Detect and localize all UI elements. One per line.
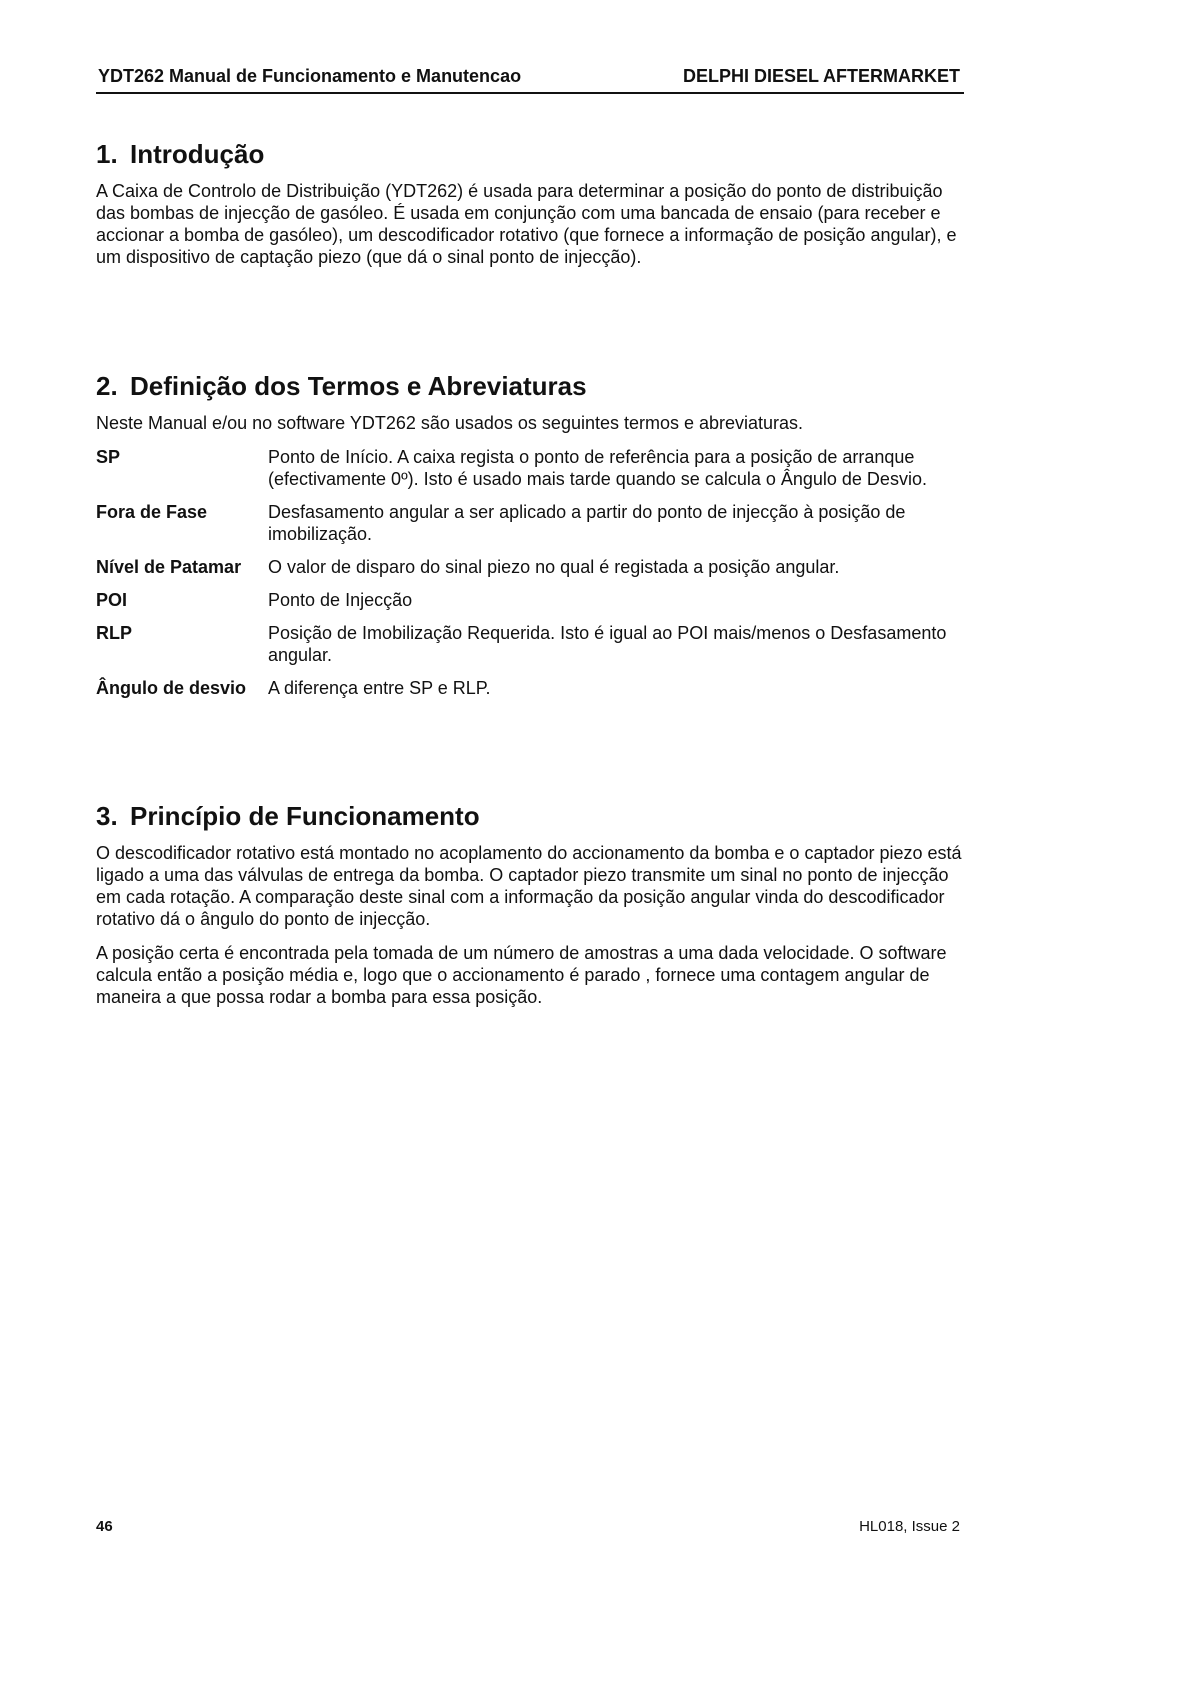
term: RLP [96,623,132,643]
term-definition: Posição de Imobilização Requerida. Isto é igual ao POI mais/menos o Desfasamento angular. [268,623,947,665]
term: SP [96,447,121,467]
section-introduction [96,138,966,370]
paragraph: A posição certa é encontrada pela tomada de um número de amostras a uma dada velocidade. O software calcula então a posição média e, logo que o accionamento é parado , fornece uma contagem angular de maneira a que possa rodar a bomba para essa posição. [96,943,947,1007]
document-reference: HL018, Issue 2 [859,1518,960,1535]
term: Nível de Patamar [96,557,242,577]
manual-title: YDT262 Manual de Funcionamento e Manutencao [98,66,522,86]
term-row [96,446,966,490]
section-title: Princípio de Funcionamento [130,801,480,831]
section-operating-principle [96,800,966,1008]
section-title: Definição dos Termos e Abreviaturas [130,371,587,401]
section-heading [96,370,966,402]
term: Ângulo de desvio [96,678,247,698]
term-row [96,556,966,578]
company-name: DELPHI DIESEL AFTERMARKET [682,66,960,86]
term-row [96,589,966,611]
section-definitions [96,370,966,800]
term: POI [96,590,128,610]
term-definition: Desfasamento angular a ser aplicado a partir do ponto de injecção à posição de imobilização. [268,502,906,544]
paragraph: A Caixa de Controlo de Distribuição (YDT262) é usada para determinar a posição do ponto de distribuição das bombas de injecção de gasóleo. É usada em conjunção com uma bancada de ensaio (para receber e accionar a bomba de gasóleo), um descodificador rotativo (que fornece a informação de posição angular), e um dispositivo de captação piezo (que dá o sinal ponto de injecção). [96,181,957,267]
section-title: Introdução [130,139,265,169]
term-row [96,501,966,545]
term-definition: A diferença entre SP e RLP. [268,678,491,698]
paragraph: O descodificador rotativo está montado no acoplamento do accionamento da bomba e o captador piezo está ligado a uma das válvulas de entrega da bomba. O captador piezo transmite um sinal no ponto de injecção em cada rotação. A comparação deste sinal com a informação da posição angular vinda do descodificador rotativo dá o ângulo do ponto de injecção. [96,843,962,929]
term-definition: Ponto de Início. A caixa regista o ponto de referência para a posição de arranque (efectivamente 0º). Isto é usado mais tarde quando se calcula o Ângulo de Desvio. [268,447,927,489]
term-row [96,677,966,699]
page-number: 46 [96,1518,113,1535]
page-header [96,66,964,94]
section-heading [96,800,966,832]
term-row [96,622,966,666]
term-definition: O valor de disparo do sinal piezo no qual é registada a posição angular. [268,557,840,577]
section-number: 1. [96,139,118,169]
section-number: 3. [96,801,118,831]
term-definition: Ponto de Injecção [268,590,413,610]
section-number: 2. [96,371,118,401]
definitions-intro: Neste Manual e/ou no software YDT262 são usados os seguintes termos e abreviaturas. [96,413,804,433]
section-heading [96,138,966,170]
term: Fora de Fase [96,502,208,522]
page-content [96,138,966,1020]
